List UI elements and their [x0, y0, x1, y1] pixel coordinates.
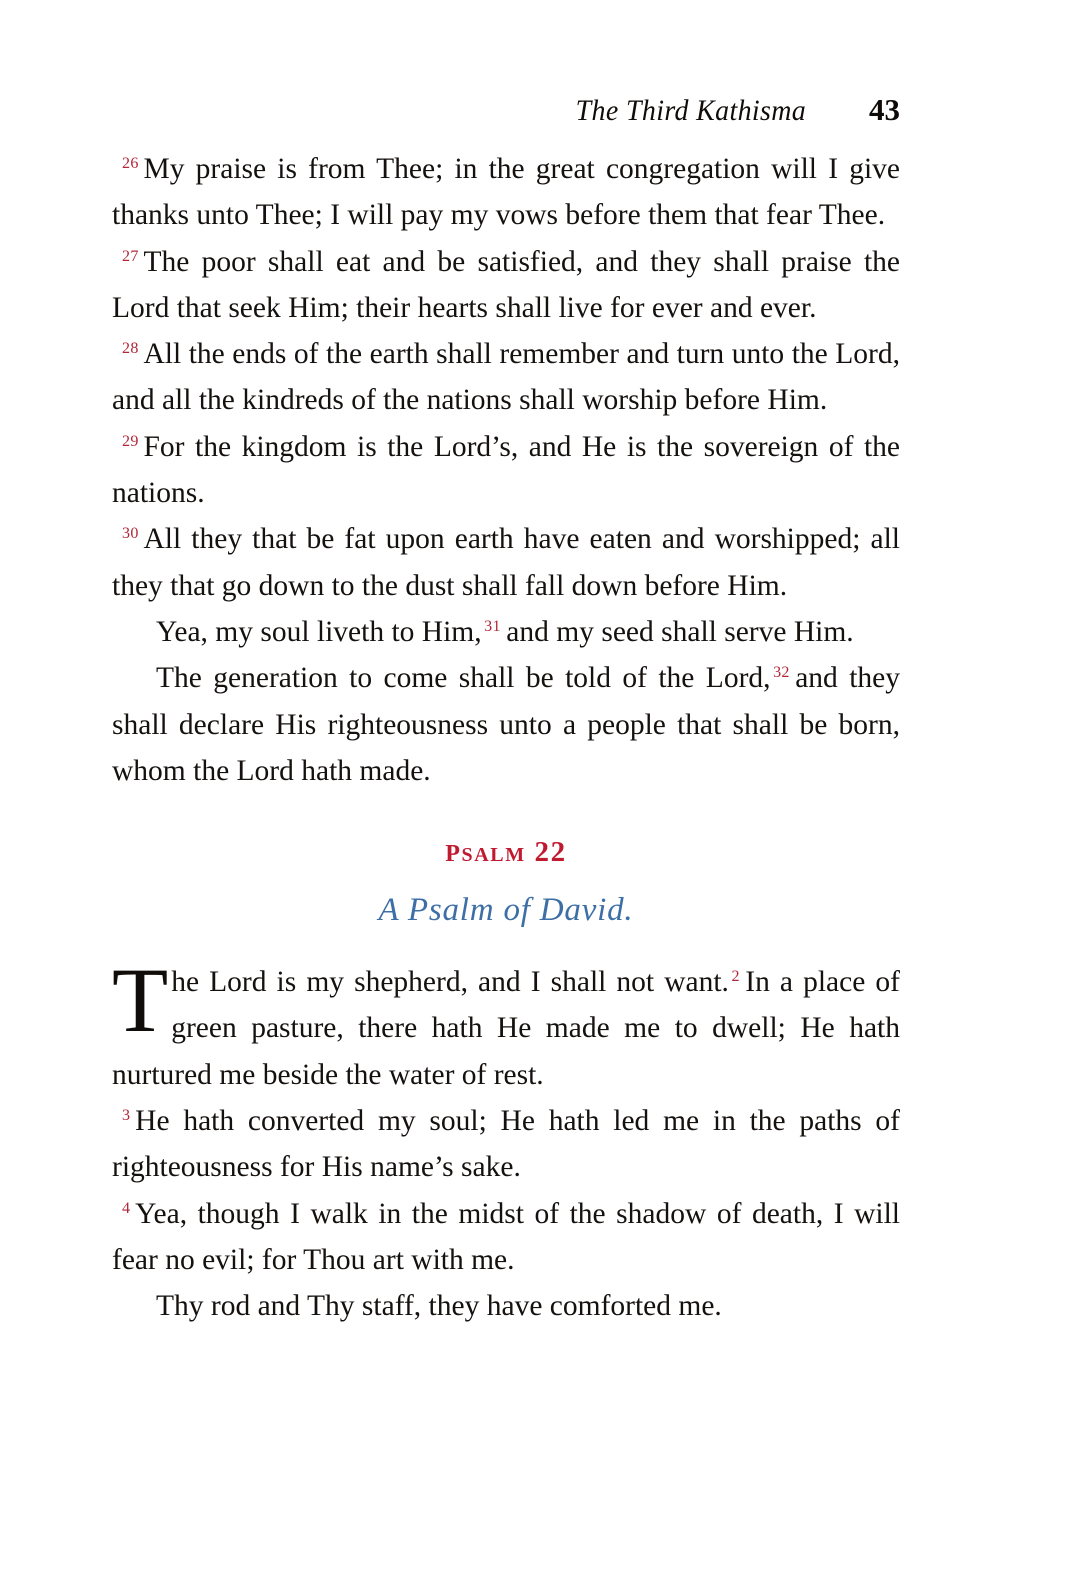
- verse-number: 2: [731, 968, 740, 986]
- verse-paragraph: [112, 146, 900, 239]
- stich-lead-text: Yea, my soul liveth to Him,: [156, 615, 482, 648]
- verse-paragraph: [112, 331, 900, 424]
- verse-number: 29: [122, 432, 139, 450]
- stich-paragraph: [112, 655, 900, 794]
- stich-tail-text: and my seed shall serve Him.: [506, 615, 854, 648]
- psalm-heading: [112, 832, 900, 870]
- verse-paragraph: [112, 1098, 900, 1191]
- running-head: [112, 92, 900, 136]
- verse-number: 31: [484, 618, 501, 636]
- drop-cap: T: [112, 949, 169, 1052]
- verse-paragraph: [112, 1191, 900, 1284]
- verse-text: He hath converted my soul; He hath led me in the paths of righteousness for His name’s sake.: [112, 1105, 900, 1184]
- verse-number: 3: [122, 1107, 131, 1125]
- verse-text: For the kingdom is the Lord’s, and He is the sovereign of the nations.: [112, 430, 900, 510]
- page-number: 43: [869, 92, 900, 127]
- heading-spacer-bottom: [112, 870, 900, 892]
- verse-number: 30: [122, 525, 139, 543]
- heading-spacer-top: [112, 794, 900, 832]
- psalm-subtitle: A Psalm of David.: [378, 892, 634, 929]
- verse-text: My praise is from Thee; in the great congregation will I give thanks unto Thee; I will pay my vows before them that fear Thee.: [112, 153, 900, 232]
- verse-number: 4: [122, 1199, 131, 1217]
- stich-tail-text: and they shall declare His righteousness unto a people that shall be born, whom the Lord hath made.: [112, 662, 900, 787]
- verse-text: Yea, though I walk in the midst of the shadow of death, I will fear no evil; for Thou art with me.: [112, 1197, 900, 1276]
- verse-text: The poor shall eat and be satisfied, and they shall praise the Lord that seek Him; their hearts shall live for ever and ever.: [112, 245, 900, 324]
- psalm-opening-text: he Lord is my shepherd, and I shall not want.: [171, 966, 729, 999]
- verse-paragraph: [112, 239, 900, 332]
- verse-number: 32: [773, 664, 790, 682]
- verse-number: 26: [122, 155, 139, 173]
- verse-text: All they that be fat upon earth have eaten and worshipped; all they that go down to the dust shall fall down before Him.: [112, 523, 900, 602]
- psalm-heading-initial: p: [445, 832, 462, 870]
- verse-text: In a place of green pasture, there hath He made me to dwell; He hath nurtured me beside the water of rest.: [112, 966, 900, 1091]
- running-head-title: The Third Kathisma: [575, 94, 807, 127]
- psalm-heading-rest: salm 22: [461, 836, 567, 869]
- text-block: [112, 146, 900, 1330]
- stich-paragraph: [112, 1283, 900, 1329]
- verse-number: 28: [122, 340, 139, 358]
- verse-text: All the ends of the earth shall remember and turn unto the Lord, and all the kindreds of the nations shall worship before Him.: [112, 338, 900, 417]
- stich-paragraph: [112, 609, 900, 655]
- subtitle-spacer-bottom: [112, 929, 900, 959]
- verse-number: 27: [122, 247, 139, 265]
- verse-paragraph: [112, 424, 900, 517]
- psalm-opening-paragraph: [112, 949, 900, 1098]
- stich-lead-text: The generation to come shall be told of the Lord,: [156, 662, 771, 695]
- stich-lead-text: Thy rod and Thy staff, they have comforted me.: [156, 1290, 722, 1323]
- verse-paragraph: [112, 516, 900, 609]
